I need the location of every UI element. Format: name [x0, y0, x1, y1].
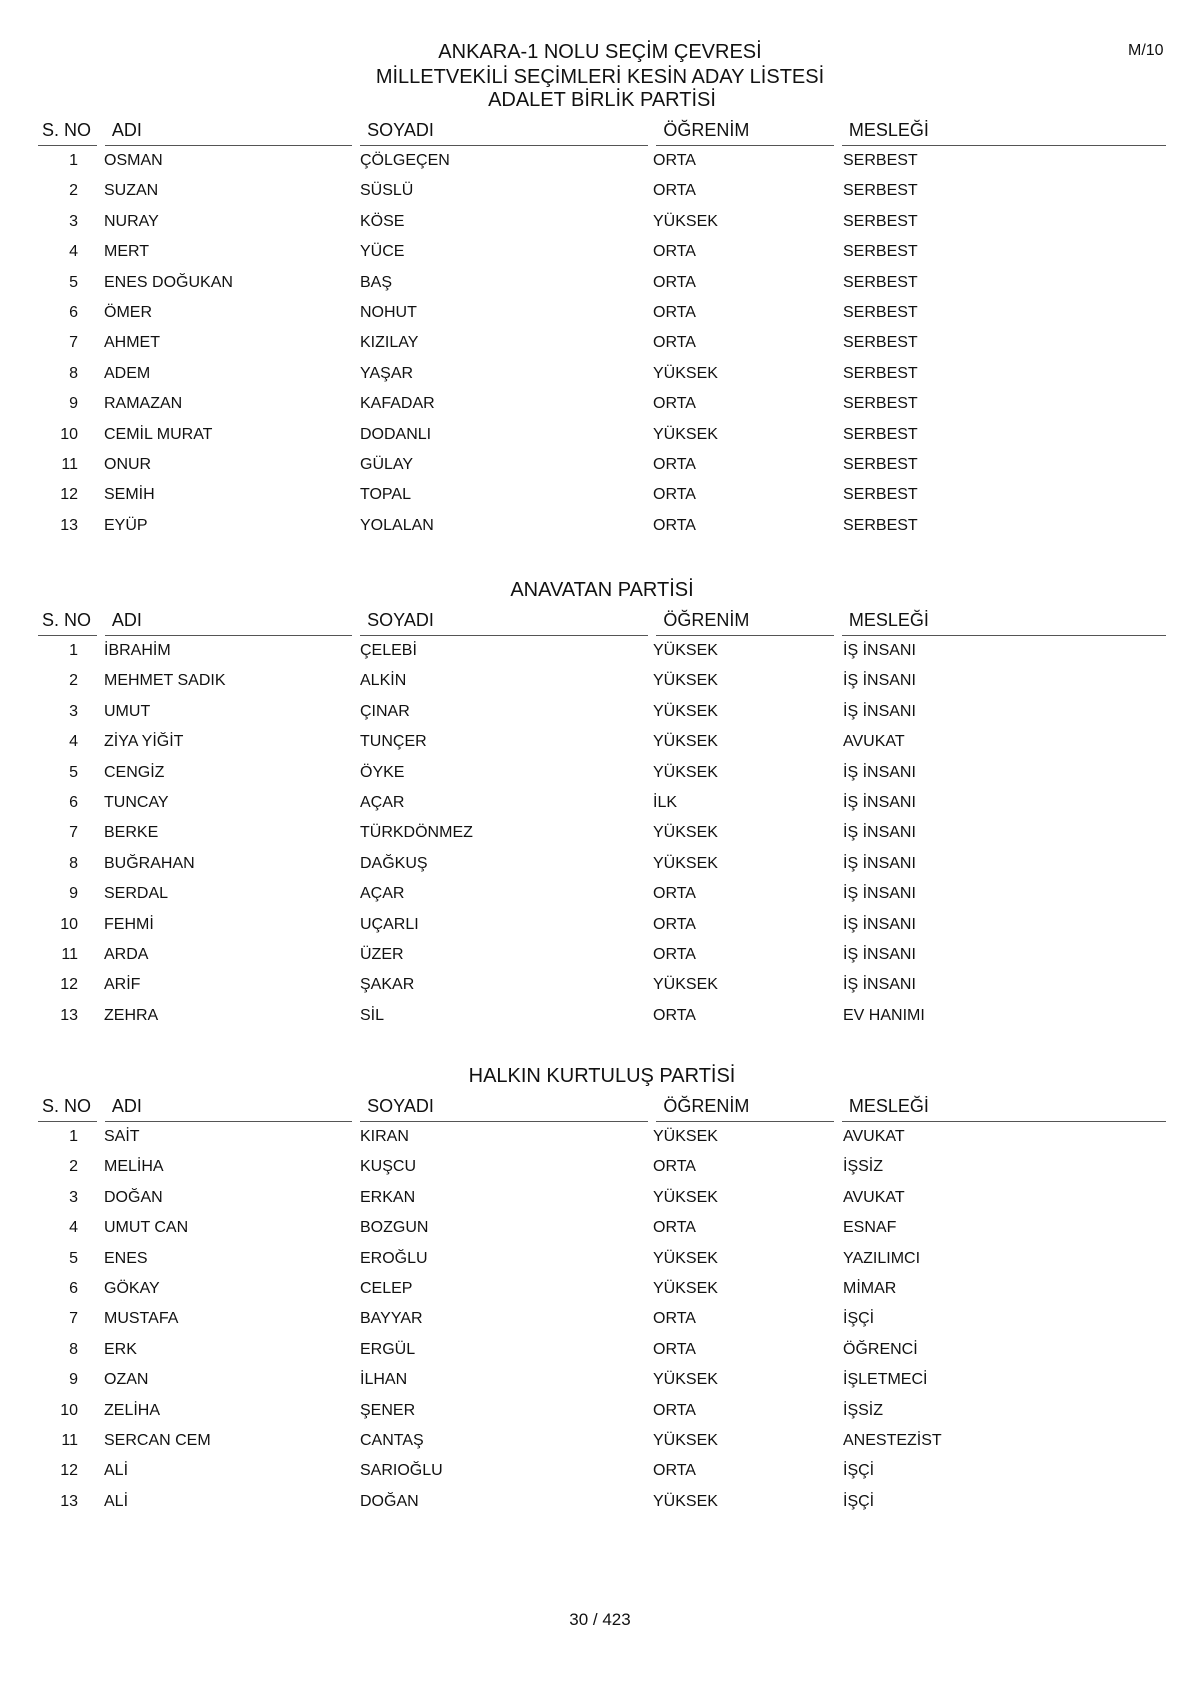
cell-name: GÖKAY [104, 1279, 160, 1297]
cell-surname: KIZILAY [360, 334, 419, 352]
cell-occupation: AVUKAT [843, 1128, 905, 1145]
cell-name: DOĞAN [104, 1188, 163, 1206]
table-row [38, 1456, 1166, 1486]
cell-education: ORTA [653, 303, 696, 321]
cell-occupation: SERBEST [843, 486, 918, 504]
cell-no: 10 [60, 915, 78, 933]
table-row [38, 1396, 1166, 1426]
cell-no: 1 [69, 152, 78, 169]
table-row [38, 359, 1166, 389]
cell-surname: KUŞCU [360, 1158, 417, 1176]
cell-no: 13 [60, 1006, 78, 1024]
table-row [38, 176, 1166, 206]
column-header-occupation: MESLEĞİ [842, 608, 1166, 636]
table-row [38, 1213, 1166, 1243]
cell-no: 6 [69, 303, 78, 321]
page-number: 30 / 423 [569, 1610, 631, 1629]
cell-education: YÜKSEK [653, 1371, 718, 1389]
column-header-name: ADI [105, 118, 352, 146]
table-row [38, 788, 1166, 818]
cell-education: YÜKSEK [653, 824, 718, 842]
cell-name: EYÜP [104, 516, 148, 534]
column-header-occupation: MESLEĞİ [842, 118, 1166, 146]
cell-education: ORTA [653, 915, 696, 933]
cell-no: 7 [69, 1310, 78, 1328]
table-row [38, 389, 1166, 419]
cell-education: YÜKSEK [653, 763, 718, 781]
cell-education: ORTA [653, 243, 696, 261]
cell-occupation: SERBEST [843, 243, 918, 261]
column-header-surname: SOYADI [360, 118, 648, 146]
cell-surname: CELEP [360, 1279, 413, 1297]
cell-surname: ŞAKAR [360, 976, 415, 994]
cell-no: 12 [60, 1462, 78, 1480]
page-code: M/10 [1128, 42, 1164, 59]
cell-no: 12 [60, 486, 78, 504]
cell-education: ORTA [653, 1006, 696, 1024]
table-row [38, 970, 1166, 1000]
cell-name: TUNCAY [104, 793, 169, 811]
cell-name: ENES DOĞUKAN [104, 273, 233, 291]
cell-surname: DODANLI [360, 425, 432, 443]
table-row [38, 1426, 1166, 1456]
cell-no: 4 [69, 243, 78, 261]
cell-surname: ERKAN [360, 1188, 416, 1206]
cell-occupation: İŞ İNSANI [843, 976, 916, 994]
table-row [38, 146, 1166, 176]
cell-occupation: ÖĞRENCİ [843, 1340, 918, 1358]
cell-surname: İLHAN [360, 1371, 408, 1389]
header-line-1: ANKARA-1 NOLU SEÇİM ÇEVRESİ [438, 41, 762, 63]
cell-occupation: İŞ İNSANI [843, 824, 916, 842]
cell-surname: BAYYAR [360, 1310, 423, 1328]
cell-no: 5 [69, 763, 78, 781]
cell-name: MERT [104, 243, 150, 261]
party-section-1 [38, 576, 1166, 1031]
cell-surname: ÖYKE [360, 763, 405, 781]
cell-surname: DAĞKUŞ [360, 854, 428, 872]
cell-name: ZİYA YİĞİT [104, 733, 184, 751]
table-row [38, 1365, 1166, 1395]
cell-no: 2 [69, 672, 78, 690]
cell-no: 3 [69, 212, 78, 230]
cell-no: 8 [69, 854, 78, 872]
table-row [38, 636, 1166, 666]
table-row [38, 666, 1166, 696]
cell-occupation: İŞSİZ [843, 1401, 884, 1419]
cell-no: 4 [69, 733, 78, 751]
cell-no: 5 [69, 273, 78, 291]
table-row [38, 1183, 1166, 1213]
cell-name: RAMAZAN [104, 395, 183, 413]
cell-surname: UÇARLI [360, 915, 419, 933]
cell-occupation: İŞ İNSANI [843, 945, 916, 963]
cell-no: 7 [69, 824, 78, 842]
cell-surname: ÜZER [360, 945, 404, 963]
table-row [38, 697, 1166, 727]
cell-surname: KAFADAR [360, 395, 435, 413]
cell-name: NURAY [104, 212, 159, 230]
cell-name: ÖMER [104, 303, 152, 321]
cell-surname: TOPAL [360, 486, 411, 504]
party-title: HALKIN KURTULUŞ PARTİSİ [468, 1065, 736, 1087]
table-row [38, 940, 1166, 970]
cell-surname: YÜCE [360, 243, 405, 261]
table-row [38, 1152, 1166, 1182]
column-header-row [38, 118, 1166, 146]
cell-name: ONUR [104, 455, 152, 473]
cell-no: 13 [60, 1492, 78, 1510]
table-row [38, 879, 1166, 909]
cell-occupation: İŞ İNSANI [843, 885, 916, 903]
cell-occupation: İŞLETMECİ [843, 1371, 928, 1389]
table-row [38, 727, 1166, 757]
cell-occupation: SERBEST [843, 334, 918, 352]
cell-occupation: SERBEST [843, 395, 918, 413]
cell-surname: KIRAN [360, 1128, 409, 1145]
cell-name: MEHMET SADIK [104, 672, 226, 690]
cell-name: OZAN [104, 1371, 149, 1389]
cell-surname: SİL [360, 1006, 385, 1024]
cell-occupation: ESNAF [843, 1219, 897, 1237]
cell-no: 5 [69, 1249, 78, 1267]
cell-occupation: İŞÇİ [843, 1310, 875, 1328]
cell-name: OSMAN [104, 152, 163, 169]
cell-occupation: SERBEST [843, 455, 918, 473]
cell-occupation: İŞ İNSANI [843, 793, 916, 811]
column-header-surname: SOYADI [360, 1094, 648, 1122]
cell-education: YÜKSEK [653, 672, 718, 690]
cell-surname: ALKİN [360, 672, 407, 690]
column-header-row [38, 1094, 1166, 1122]
table-row [38, 1244, 1166, 1274]
party-title: ANAVATAN PARTİSİ [510, 579, 694, 601]
table-row [38, 480, 1166, 510]
cell-surname: NOHUT [360, 303, 417, 321]
table-row [38, 1274, 1166, 1304]
header-line-2: MİLLETVEKİLİ SEÇİMLERİ KESİN ADAY LİSTESİ [375, 66, 825, 88]
column-header-education: ÖĞRENİM [656, 608, 834, 636]
cell-education: ORTA [653, 152, 696, 169]
cell-surname: ÇINAR [360, 702, 410, 720]
cell-name: BERKE [104, 824, 159, 842]
cell-surname: ÇELEBİ [360, 642, 417, 659]
table-row [38, 237, 1166, 267]
cell-occupation: SERBEST [843, 273, 918, 291]
cell-education: YÜKSEK [653, 854, 718, 872]
table-row [38, 268, 1166, 298]
cell-surname: GÜLAY [360, 455, 414, 473]
cell-surname: TÜRKDÖNMEZ [360, 824, 473, 842]
column-header-name: ADI [105, 608, 352, 636]
table-row [38, 1001, 1166, 1031]
cell-occupation: İŞÇİ [843, 1492, 875, 1510]
table-row [38, 849, 1166, 879]
cell-education: YÜKSEK [653, 1249, 718, 1267]
cell-education: YÜKSEK [653, 642, 718, 659]
cell-education: YÜKSEK [653, 1279, 718, 1297]
cell-no: 12 [60, 976, 78, 994]
cell-no: 9 [69, 395, 78, 413]
cell-surname: ÇÖLGEÇEN [360, 152, 450, 169]
cell-education: ORTA [653, 395, 696, 413]
cell-no: 9 [69, 885, 78, 903]
table-row [38, 420, 1166, 450]
cell-surname: SÜSLÜ [360, 182, 414, 200]
cell-name: FEHMİ [104, 915, 154, 933]
cell-name: SEMİH [104, 486, 155, 504]
cell-occupation: SERBEST [843, 425, 918, 443]
cell-education: ORTA [653, 1219, 696, 1237]
cell-no: 1 [69, 642, 78, 659]
cell-occupation: AVUKAT [843, 733, 905, 751]
table-row [38, 818, 1166, 848]
cell-occupation: ANESTEZİST [843, 1431, 942, 1449]
cell-no: 10 [60, 1401, 78, 1419]
table-row [38, 1487, 1166, 1517]
cell-occupation: SERBEST [843, 182, 918, 200]
cell-occupation: YAZILIMCI [843, 1249, 921, 1267]
cell-name: ENES [104, 1249, 148, 1267]
cell-occupation: AVUKAT [843, 1188, 905, 1206]
cell-no: 10 [60, 425, 78, 443]
cell-surname: DOĞAN [360, 1492, 419, 1510]
table-row [38, 328, 1166, 358]
cell-no: 13 [60, 516, 78, 534]
cell-name: MELİHA [104, 1158, 164, 1176]
cell-education: İLK [653, 793, 678, 811]
cell-education: YÜKSEK [653, 1128, 718, 1145]
cell-education: ORTA [653, 516, 696, 534]
cell-no: 2 [69, 1158, 78, 1176]
cell-surname: ŞENER [360, 1401, 416, 1419]
cell-no: 11 [61, 1431, 78, 1449]
document-header [0, 40, 1200, 90]
cell-name: ARİF [104, 976, 141, 994]
cell-education: YÜKSEK [653, 733, 718, 751]
party-section-0 [38, 90, 1166, 541]
cell-name: SUZAN [104, 182, 159, 200]
cell-no: 4 [69, 1219, 78, 1237]
cell-no: 8 [69, 364, 78, 382]
cell-education: ORTA [653, 455, 696, 473]
cell-no: 3 [69, 702, 78, 720]
cell-education: YÜKSEK [653, 1188, 718, 1206]
cell-education: YÜKSEK [653, 702, 718, 720]
cell-occupation: SERBEST [843, 152, 918, 169]
cell-name: CENGİZ [104, 763, 165, 781]
cell-name: MUSTAFA [104, 1310, 179, 1328]
cell-education: YÜKSEK [653, 1492, 718, 1510]
column-header-education: ÖĞRENİM [656, 1094, 834, 1122]
column-header-name: ADI [105, 1094, 352, 1122]
cell-education: ORTA [653, 885, 696, 903]
table-row [38, 298, 1166, 328]
table-row [38, 758, 1166, 788]
cell-surname: SARIOĞLU [360, 1462, 443, 1480]
cell-occupation: İŞ İNSANI [843, 672, 916, 690]
column-header-surname: SOYADI [360, 608, 648, 636]
cell-name: ALİ [104, 1462, 129, 1480]
cell-name: ERK [104, 1340, 137, 1358]
cell-occupation: SERBEST [843, 303, 918, 321]
cell-surname: CANTAŞ [360, 1431, 424, 1449]
cell-surname: BAŞ [360, 273, 393, 291]
cell-surname: EROĞLU [360, 1249, 428, 1267]
cell-surname: AÇAR [360, 793, 405, 811]
cell-education: YÜKSEK [653, 1431, 718, 1449]
cell-name: ZEHRA [104, 1006, 159, 1024]
cell-name: ALİ [104, 1492, 129, 1510]
cell-occupation: İŞSİZ [843, 1158, 884, 1176]
cell-education: ORTA [653, 1462, 696, 1480]
cell-name: BUĞRAHAN [104, 854, 195, 872]
cell-name: UMUT CAN [104, 1219, 189, 1237]
cell-name: ARDA [104, 945, 149, 963]
cell-education: ORTA [653, 1401, 696, 1419]
cell-name: AHMET [104, 334, 160, 352]
cell-name: SERDAL [104, 885, 169, 903]
table-row [38, 450, 1166, 480]
cell-occupation: İŞÇİ [843, 1462, 875, 1480]
cell-surname: YAŞAR [360, 364, 414, 382]
table-row [38, 511, 1166, 541]
party-title: ADALET BİRLİK PARTİSİ [488, 89, 716, 111]
cell-surname: KÖSE [360, 212, 405, 230]
cell-occupation: İŞ İNSANI [843, 854, 916, 872]
cell-education: ORTA [653, 945, 696, 963]
cell-occupation: İŞ İNSANI [843, 702, 916, 720]
cell-education: ORTA [653, 182, 696, 200]
column-header-occupation: MESLEĞİ [842, 1094, 1166, 1122]
cell-education: YÜKSEK [653, 212, 718, 230]
cell-no: 8 [69, 1340, 78, 1358]
table-row [38, 1335, 1166, 1365]
cell-no: 11 [61, 945, 78, 963]
cell-occupation: İŞ İNSANI [843, 763, 916, 781]
cell-name: İBRAHİM [104, 642, 171, 659]
cell-no: 9 [69, 1371, 78, 1389]
table-row [38, 910, 1166, 940]
column-header-no: S. NO [38, 118, 97, 146]
cell-education: ORTA [653, 334, 696, 352]
cell-name: CEMİL MURAT [104, 425, 213, 443]
column-header-no: S. NO [38, 1094, 97, 1122]
column-header-row [38, 608, 1166, 636]
cell-education: YÜKSEK [653, 425, 718, 443]
cell-name: SERCAN CEM [104, 1431, 211, 1449]
cell-surname: BOZGUN [360, 1219, 429, 1237]
column-header-education: ÖĞRENİM [656, 118, 834, 146]
cell-no: 1 [69, 1128, 78, 1145]
cell-occupation: SERBEST [843, 516, 918, 534]
cell-name: ADEM [104, 364, 151, 382]
cell-surname: ERGÜL [360, 1340, 416, 1358]
cell-name: UMUT [104, 702, 151, 720]
cell-name: ZELİHA [104, 1401, 161, 1419]
cell-no: 2 [69, 182, 78, 200]
table-row [38, 1122, 1166, 1152]
cell-occupation: SERBEST [843, 212, 918, 230]
table-row [38, 1304, 1166, 1334]
cell-no: 6 [69, 1279, 78, 1297]
cell-education: ORTA [653, 1340, 696, 1358]
cell-education: ORTA [653, 1158, 696, 1176]
cell-education: YÜKSEK [653, 976, 718, 994]
cell-no: 3 [69, 1188, 78, 1206]
cell-education: ORTA [653, 273, 696, 291]
cell-occupation: SERBEST [843, 364, 918, 382]
cell-education: YÜKSEK [653, 364, 718, 382]
cell-name: SAİT [104, 1128, 140, 1145]
cell-occupation: İŞ İNSANI [843, 915, 916, 933]
cell-surname: YOLALAN [360, 516, 434, 534]
cell-surname: TUNÇER [360, 733, 427, 751]
cell-surname: AÇAR [360, 885, 405, 903]
cell-no: 6 [69, 793, 78, 811]
table-row [38, 207, 1166, 237]
cell-no: 11 [61, 455, 78, 473]
cell-occupation: İŞ İNSANI [843, 642, 916, 659]
column-header-no: S. NO [38, 608, 97, 636]
cell-education: ORTA [653, 486, 696, 504]
cell-education: ORTA [653, 1310, 696, 1328]
cell-occupation: EV HANIMI [843, 1006, 925, 1024]
cell-no: 7 [69, 334, 78, 352]
party-section-2 [38, 1062, 1166, 1517]
cell-occupation: MİMAR [843, 1279, 897, 1297]
